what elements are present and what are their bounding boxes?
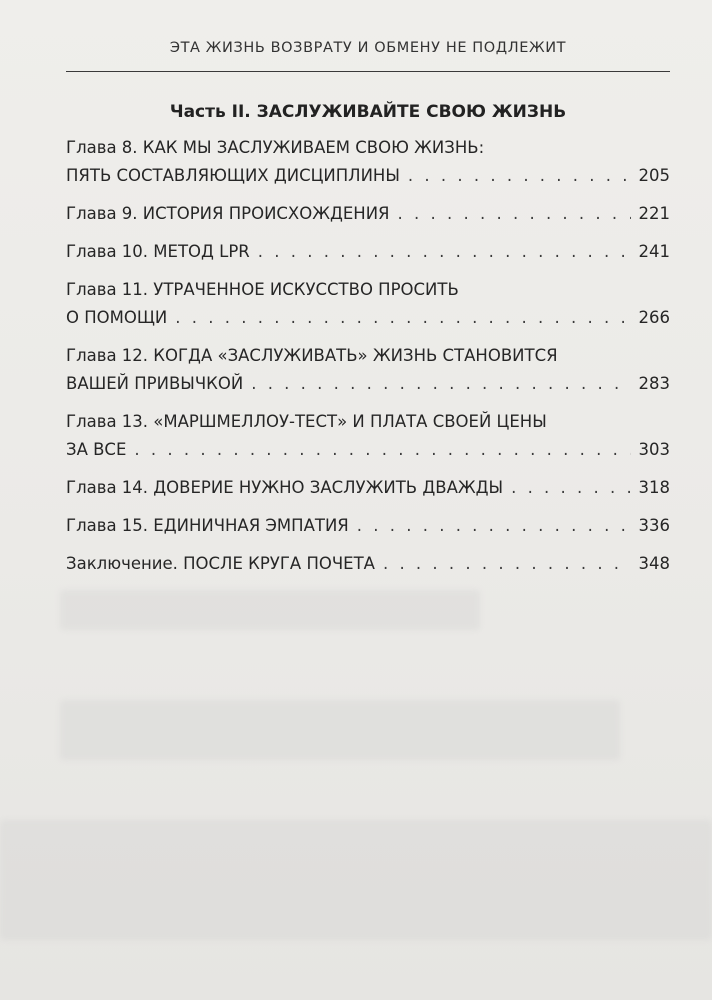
- toc-page-number: 241: [638, 242, 670, 261]
- toc-page-number: 348: [638, 554, 670, 573]
- toc-entry-ch12[interactable]: [66, 342, 670, 398]
- toc-page-number: 205: [638, 166, 670, 185]
- toc-entry-ch13[interactable]: [66, 408, 670, 464]
- toc-page-number: 318: [638, 478, 670, 497]
- toc-entry-title-line: Глава 13. «МАРШМЕЛЛОУ-ТЕСТ» И ПЛАТА СВОЕЙ ЦЕНЫ: [66, 412, 547, 431]
- part-title: Часть II. ЗАСЛУЖИВАЙТЕ СВОЮ ЖИЗНЬ: [169, 102, 567, 122]
- toc-page-number: 266: [638, 308, 670, 327]
- toc-entry-title-line: Глава 15. ЕДИНИЧНАЯ ЭМПАТИЯ: [66, 516, 349, 535]
- bleed-through-smudge: [0, 820, 712, 940]
- toc-entry-conclusion[interactable]: [66, 550, 670, 578]
- toc-entry-ch14[interactable]: [66, 474, 670, 502]
- toc-entry-title-line: О ПОМОЩИ: [66, 308, 168, 327]
- toc-entry-ch11[interactable]: [66, 276, 670, 332]
- dot-leader: [134, 436, 630, 464]
- toc-entry-ch15[interactable]: [66, 512, 670, 540]
- toc-entry-ch10[interactable]: [66, 238, 670, 266]
- toc-page-number: 336: [638, 516, 670, 535]
- toc-entry-title-line: ПЯТЬ СОСТАВЛЯЮЩИХ ДИСЦИПЛИНЫ: [66, 166, 400, 185]
- header-rule: [66, 71, 670, 72]
- running-head: ЭТА ЖИЗНЬ ВОЗВРАТУ И ОБМЕНУ НЕ ПОДЛЕЖИТ: [169, 40, 567, 56]
- dot-leader: [251, 370, 630, 398]
- bleed-through-smudge: [60, 700, 620, 760]
- table-of-contents: [66, 134, 670, 578]
- dot-leader: [398, 200, 631, 228]
- toc-entry-title-line: Глава 14. ДОВЕРИЕ НУЖНО ЗАСЛУЖИТЬ ДВАЖДЫ: [66, 478, 504, 497]
- dot-leader: [408, 162, 631, 190]
- toc-entry-title-line: Глава 8. КАК МЫ ЗАСЛУЖИВАЕМ СВОЮ ЖИЗНЬ:: [66, 138, 485, 157]
- toc-entry-ch9[interactable]: [66, 200, 670, 228]
- dot-leader: [175, 304, 630, 332]
- toc-entry-title-line: ВАШЕЙ ПРИВЫЧКОЙ: [66, 374, 244, 393]
- toc-entry-title-line: Глава 9. ИСТОРИЯ ПРОИСХОЖДЕНИЯ: [66, 204, 390, 223]
- toc-page-number: 303: [638, 440, 670, 459]
- toc-page-number: 283: [638, 374, 670, 393]
- bleed-through-smudge: [60, 590, 480, 630]
- toc-entry-title-line: Глава 11. УТРАЧЕННОЕ ИСКУССТВО ПРОСИТЬ: [66, 280, 459, 299]
- dot-leader: [357, 512, 631, 540]
- toc-entry-title-line: Глава 10. МЕТОД LPR: [66, 242, 250, 261]
- dot-leader: [511, 474, 630, 502]
- toc-entry-title-line: Глава 12. КОГДА «ЗАСЛУЖИВАТЬ» ЖИЗНЬ СТАНОВИТСЯ: [66, 346, 558, 365]
- toc-entry-title-line: ЗА ВСЕ: [66, 440, 127, 459]
- dot-leader: [258, 238, 631, 266]
- toc-entry-ch8[interactable]: [66, 134, 670, 190]
- toc-entry-title-line: Заключение. ПОСЛЕ КРУГА ПОЧЕТА: [66, 554, 375, 573]
- dot-leader: [383, 550, 631, 578]
- toc-page-number: 221: [638, 204, 670, 223]
